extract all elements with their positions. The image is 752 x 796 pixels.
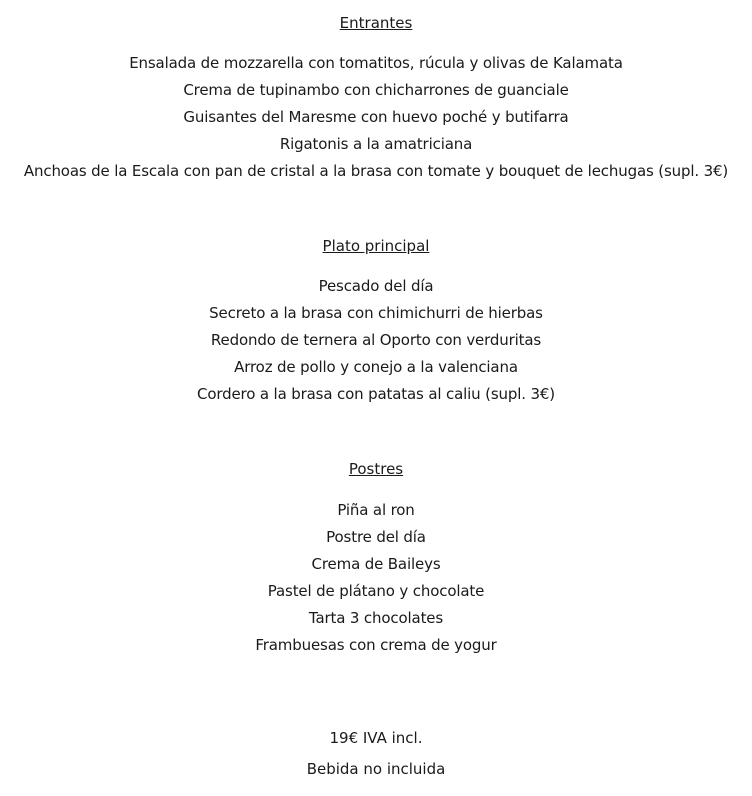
menu-item: Crema de tupinambo con chicharrones de guanciale (183, 81, 569, 99)
menu-item: Secreto a la brasa con chimichurri de hierbas (209, 304, 543, 322)
menu-item: Rigatonis a la amatriciana (279, 135, 473, 153)
drinks-note: Bebida no incluida (306, 760, 446, 778)
menu-item: Postre del día (326, 528, 426, 546)
menu-item: Tarta 3 chocolates (308, 609, 444, 627)
menu-item: Pescado del día (318, 277, 434, 295)
item-list-postres (0, 497, 752, 659)
menu-item: Frambuesas con crema de yogur (255, 636, 497, 654)
section-postres (0, 459, 752, 659)
price-note: 19€ IVA incl. (329, 729, 423, 747)
menu-item: Ensalada de mozzarella con tomatitos, rúcula y olivas de Kalamata (129, 54, 623, 72)
menu-item: Redondo de ternera al Oporto con verduritas (210, 331, 542, 349)
menu-item: Anchoas de la Escala con pan de cristal a la brasa con tomate y bouquet de lechugas (supl. 3€) (23, 162, 729, 180)
section-entrantes (0, 13, 752, 185)
section-title-entrantes: Entrantes (339, 14, 413, 32)
menu-item: Crema de Baileys (311, 555, 441, 573)
menu-item: Piña al ron (337, 501, 415, 519)
menu-item: Cordero a la brasa con patatas al caliu (supl. 3€) (197, 385, 555, 403)
menu-item: Pastel de plátano y chocolate (267, 582, 485, 600)
item-list-entrantes (0, 50, 752, 185)
item-list-plato-principal (0, 273, 752, 408)
menu-item: Guisantes del Maresme con huevo poché y butifarra (183, 108, 569, 126)
section-title-plato-principal: Plato principal (322, 237, 430, 255)
menu-item: Arroz de pollo y conejo a la valenciana (234, 358, 518, 376)
section-title-postres: Postres (348, 460, 404, 478)
section-plato-principal (0, 236, 752, 408)
